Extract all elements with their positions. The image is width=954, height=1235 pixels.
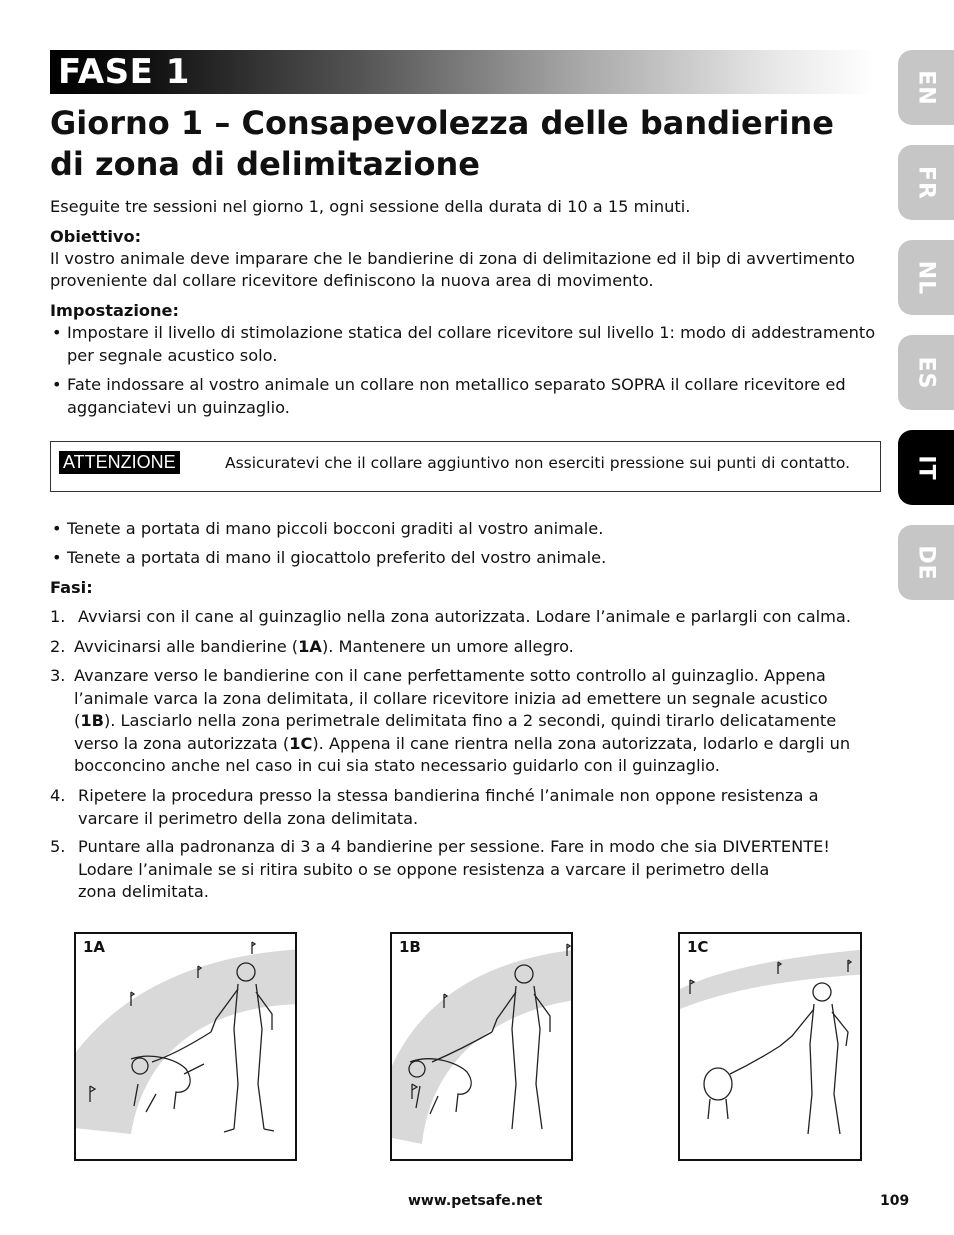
objective-label: Obiettivo: bbox=[50, 227, 142, 246]
dog-training-illustration bbox=[680, 934, 860, 1159]
language-tab-en[interactable]: EN bbox=[898, 50, 954, 125]
prep-bullet bbox=[50, 547, 880, 570]
figure-1b bbox=[390, 932, 573, 1161]
figure-label: 1B bbox=[399, 938, 421, 956]
footer-url: www.petsafe.net bbox=[408, 1193, 543, 1209]
page-number: 109 bbox=[880, 1193, 910, 1209]
language-tab-it[interactable]: IT bbox=[898, 430, 954, 505]
dog-training-illustration bbox=[76, 934, 295, 1159]
step-2 bbox=[50, 636, 880, 659]
phase-title: FASE 1 bbox=[58, 52, 190, 92]
bullet-line: Fate indossare al vostro animale un collare non metallico separato SOPRA il collare ricevitore ed bbox=[67, 375, 846, 394]
bullet-line: Tenete a portata di mano piccoli bocconi graditi al vostro animale. bbox=[67, 519, 604, 538]
language-tab-nl[interactable]: NL bbox=[898, 240, 954, 315]
prep-bullet bbox=[50, 518, 880, 541]
dog-training-illustration bbox=[392, 934, 571, 1159]
language-tab-es[interactable]: ES bbox=[898, 335, 954, 410]
heading-line-2: di zona di delimitazione bbox=[50, 145, 480, 183]
step-number: 2. bbox=[50, 637, 66, 656]
bullet-dot: • bbox=[52, 519, 62, 538]
step-text: Avvicinarsi alle bandierine (1A). Mantenere un umore allegro. bbox=[74, 637, 574, 656]
warning-box bbox=[50, 441, 881, 492]
step-number: 4. bbox=[50, 786, 66, 805]
bullet-dot: • bbox=[52, 323, 62, 342]
warning-text: Assicuratevi che il collare aggiuntivo non eserciti pressione sui punti di contatto. bbox=[225, 454, 851, 472]
step-4 bbox=[50, 785, 880, 831]
setup-bullet bbox=[50, 374, 880, 420]
figure-ref: 1C bbox=[289, 733, 313, 753]
step-text: Avanzare verso le bandierine con il cane perfettamente sotto controllo al guinzaglio. Appena l’animale varca la zona delimitata, il collare ricevitore inizia ad emettere un segnale acustico (1B). Lasciarlo nella zona perimetrale delimitata fino a 2 secondi, quindi tirarlo delicatamente verso la zona autorizzata (1C). Appena il cane rientra nella zona autorizzata, lodarlo e dargli un bocconcino anche nel caso in cui sia stato necessario guidarlo con il guinzaglio. bbox=[74, 666, 851, 775]
language-tab-fr[interactable]: FR bbox=[898, 145, 954, 220]
step-1 bbox=[50, 606, 880, 629]
setup-bullet bbox=[50, 322, 880, 368]
warning-label: ATTENZIONE bbox=[59, 451, 180, 474]
bullet-dot: • bbox=[52, 375, 62, 394]
bullet-line: Impostare il livello di stimolazione statica del collare ricevitore sul livello 1: modo di addestramento bbox=[67, 323, 876, 342]
bullet-line: Tenete a portata di mano il giocattolo preferito del vostro animale. bbox=[67, 548, 607, 567]
step-number: 3. bbox=[50, 666, 66, 685]
steps-label: Fasi: bbox=[50, 578, 93, 597]
figure-label: 1A bbox=[83, 938, 106, 956]
bullet-dot: • bbox=[52, 548, 62, 567]
intro-text: Eseguite tre sessioni nel giorno 1, ogni sessione della durata di 10 a 15 minuti. bbox=[50, 197, 691, 216]
figure-ref: 1A bbox=[298, 637, 322, 656]
step-text: Avviarsi con il cane al guinzaglio nella zona autorizzata. Lodare l’animale e parlargli con calma. bbox=[78, 607, 851, 626]
step-number: 1. bbox=[50, 607, 66, 626]
step-text: Ripetere la procedura presso la stessa bandierina finché l’animale non oppone resistenza a varcare il perimetro della zona delimitata. bbox=[78, 786, 819, 828]
step-5 bbox=[50, 836, 880, 904]
step-3 bbox=[50, 665, 880, 780]
figure-ref: 1B bbox=[80, 711, 104, 730]
setup-label: Impostazione: bbox=[50, 301, 179, 320]
objective-line-2: proveniente dal collare ricevitore definiscono la nuova area di movimento. bbox=[50, 271, 654, 290]
figure-1c bbox=[678, 932, 862, 1161]
bullet-line: agganciatevi un guinzaglio. bbox=[67, 397, 290, 417]
language-tab-de[interactable]: DE bbox=[898, 525, 954, 600]
page-heading bbox=[50, 103, 880, 185]
objective-line-1: Il vostro animale deve imparare che le bandierine di zona di delimitazione ed il bip di avvertimento bbox=[50, 249, 855, 268]
heading-line-1: Giorno 1 – Consapevolezza delle bandierine bbox=[50, 104, 834, 142]
bullet-line: per segnale acustico solo. bbox=[67, 345, 278, 365]
figure-label: 1C bbox=[687, 938, 709, 956]
figure-1a bbox=[74, 932, 297, 1161]
step-number: 5. bbox=[50, 837, 66, 856]
step-text: Puntare alla padronanza di 3 a 4 bandierine per sessione. Fare in modo che sia DIVERTENTE! Lodare l’animale se si ritira subito o se oppone resistenza a varcare il perimetro della zona delimitata. bbox=[78, 837, 830, 901]
